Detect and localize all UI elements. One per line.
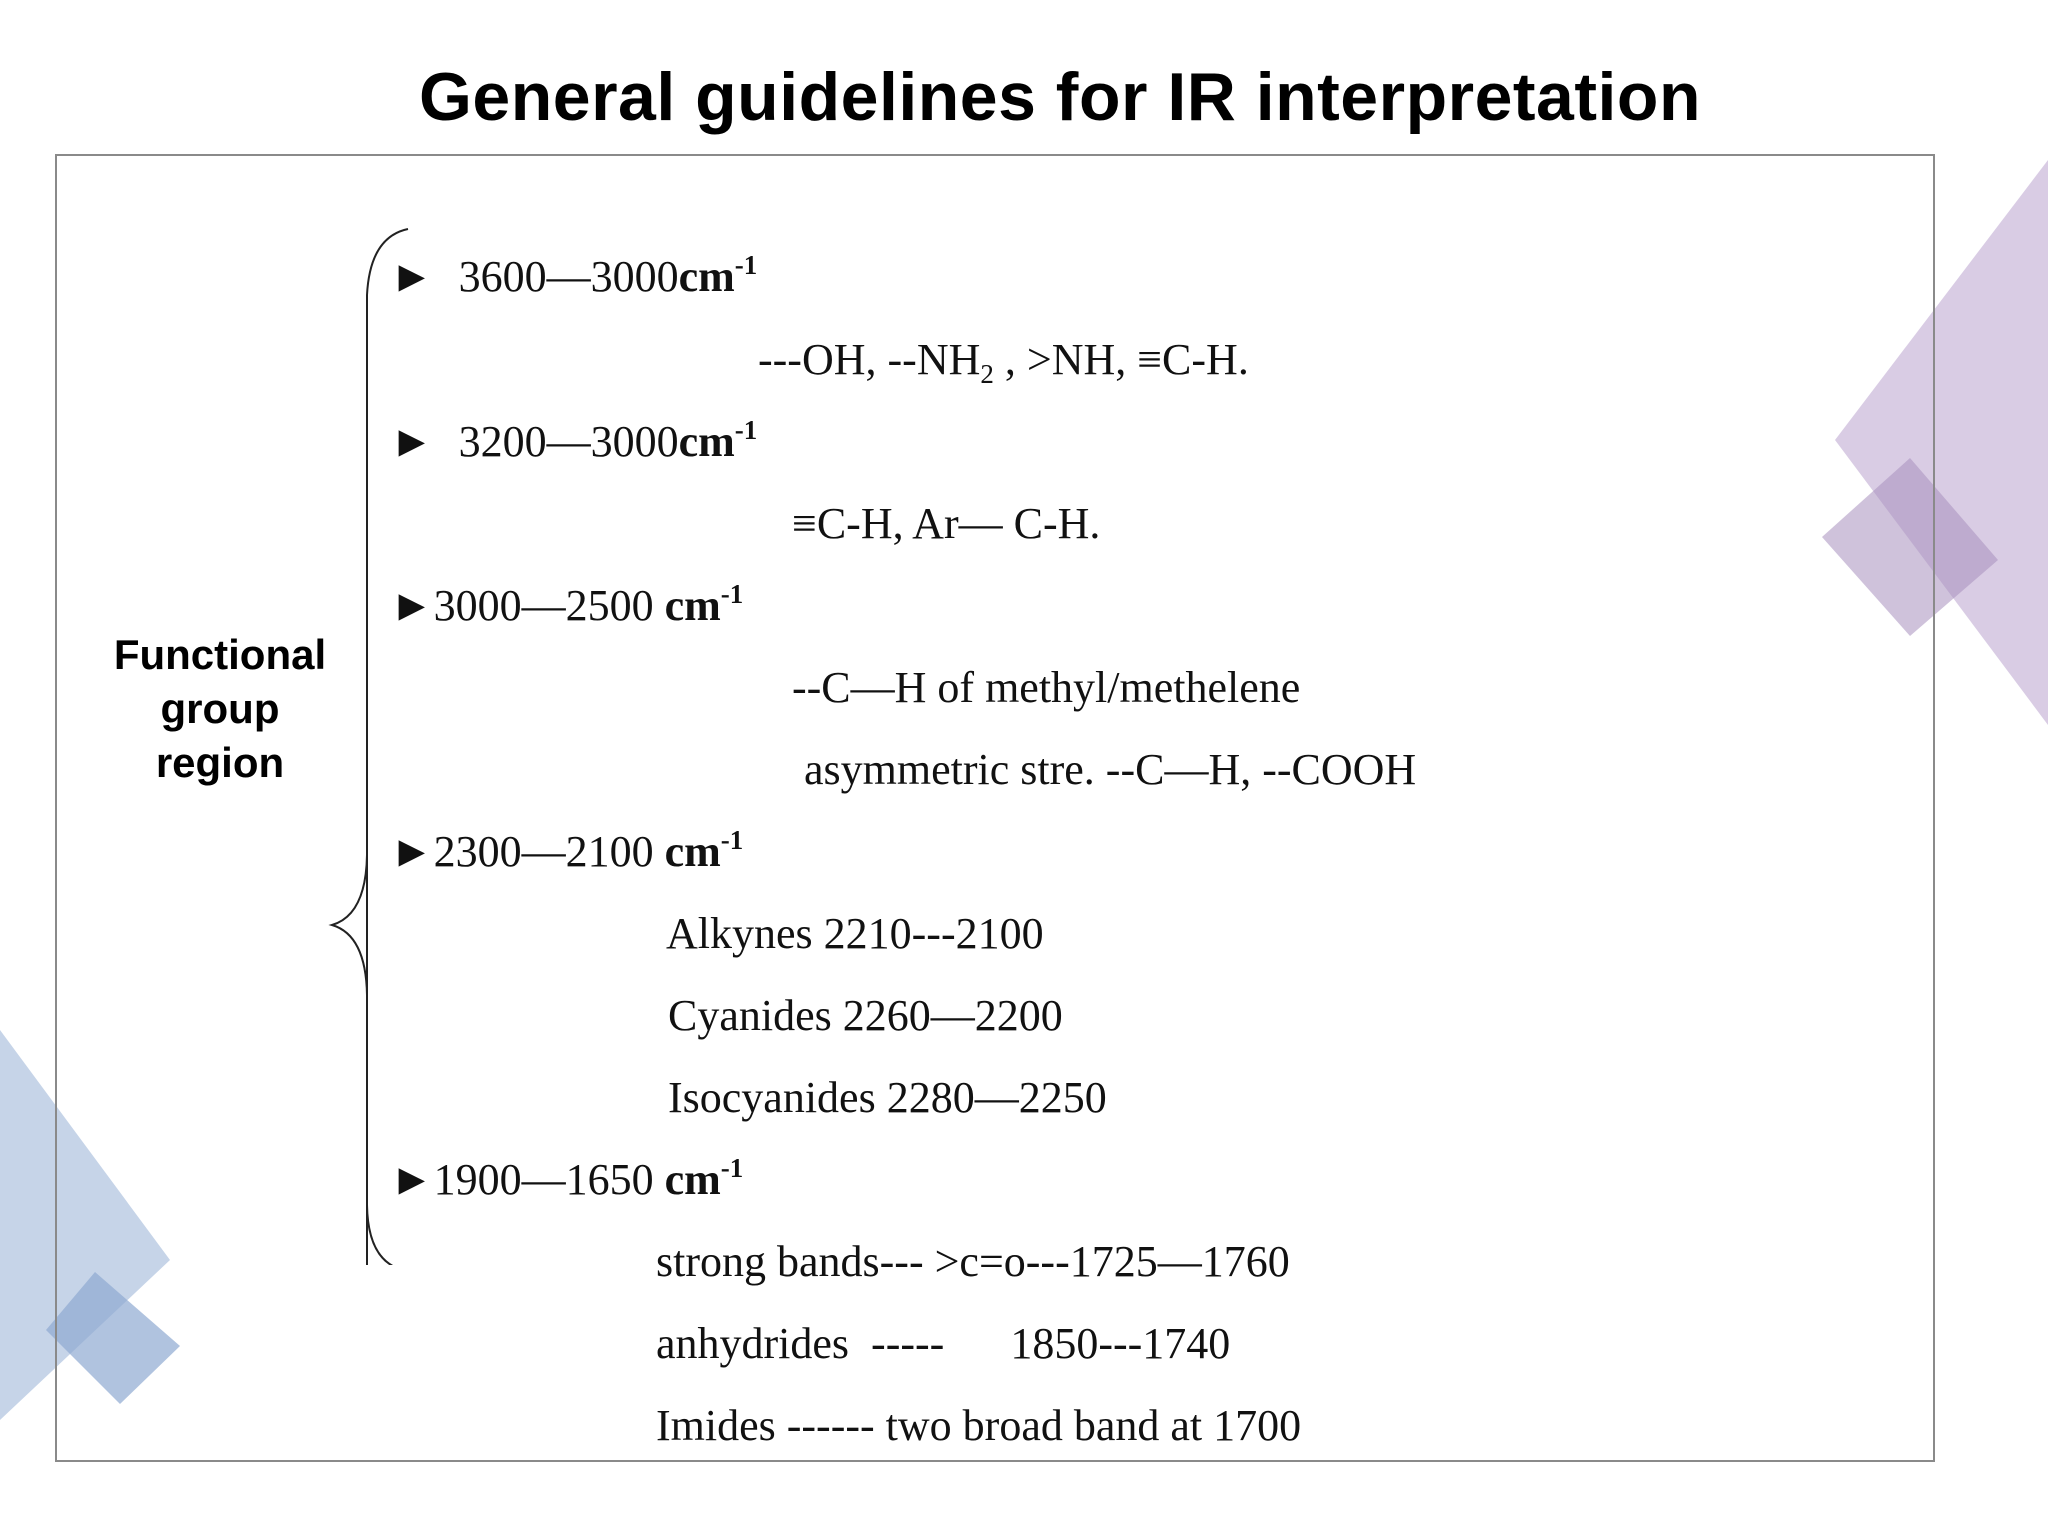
region-label — [95, 628, 345, 790]
range-unit: cm — [678, 417, 735, 466]
range-exp: -1 — [720, 1153, 744, 1183]
range-unit: cm — [664, 827, 721, 876]
detail-ar-ch: ≡C-H, Ar— C-H. — [792, 499, 1101, 548]
slide-title: General guidelines for IR interpretation — [419, 59, 1701, 135]
bullet-marker: ► — [390, 827, 434, 876]
detail-methyl: --C—H of methyl/methelene — [792, 663, 1301, 712]
range-value: 2300—2100 — [433, 827, 654, 876]
region-label-line-3: region — [155, 739, 285, 786]
range-exp: -1 — [734, 415, 758, 445]
range-value: 3600—3000 — [458, 252, 679, 301]
range-5 — [390, 1153, 744, 1204]
detail-strong-bands: strong bands--- >c=o---1725—1760 — [656, 1237, 1290, 1286]
bullet-marker: ► — [390, 252, 434, 301]
region-label-line-1: Functional — [113, 631, 327, 678]
range-value: 3200—3000 — [458, 417, 679, 466]
bullet-marker: ► — [390, 1155, 434, 1204]
range-exp: -1 — [720, 825, 744, 855]
detail-imides: Imides ------ two broad band at 1700 — [656, 1401, 1302, 1450]
range-3 — [390, 579, 744, 630]
detail-asym: asymmetric stre. --C—H, --COOH — [804, 745, 1417, 794]
range-unit: cm — [678, 252, 735, 301]
range-4 — [390, 825, 744, 876]
detail-isocyanides: Isocyanides 2280—2250 — [668, 1073, 1107, 1122]
detail-cyanides: Cyanides 2260—2200 — [668, 991, 1063, 1040]
range-unit: cm — [664, 581, 721, 630]
bullet-marker: ► — [390, 417, 434, 466]
bullet-marker: ► — [390, 581, 434, 630]
range-1 — [390, 250, 758, 301]
detail-alkynes: Alkynes 2210---2100 — [666, 909, 1044, 958]
detail-oh-nh: ---OH, $--NH_2$ , >NH, ≡C-H. — [758, 335, 1249, 389]
range-exp: -1 — [720, 579, 744, 609]
range-2 — [390, 415, 758, 466]
range-value: 3000—2500 — [433, 581, 654, 630]
detail-anhydrides: anhydrides ----- 1850---1740 — [656, 1319, 1231, 1368]
range-value: 1900—1650 — [433, 1155, 654, 1204]
range-exp: -1 — [734, 250, 758, 280]
range-unit: cm — [664, 1155, 721, 1204]
region-label-line-2: group — [160, 685, 280, 732]
